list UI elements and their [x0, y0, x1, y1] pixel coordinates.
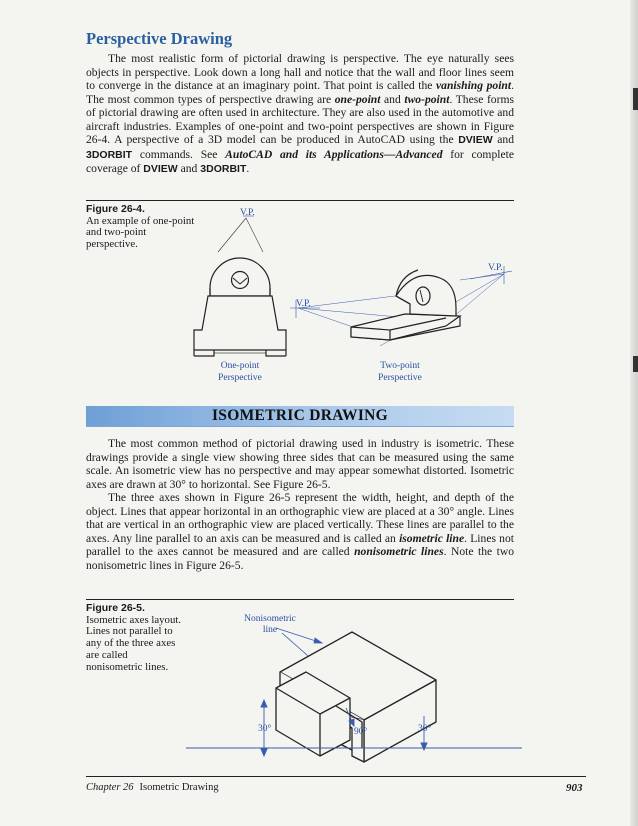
svg-text:Perspective: Perspective [218, 373, 262, 383]
term-nonisometric-lines: nonisometric lines [354, 545, 444, 559]
term-vanishing-point: vanishing point [436, 79, 512, 93]
angle-label-mid: 90° [354, 727, 368, 737]
term-one-point: one-point [334, 92, 381, 106]
term-two-point: two-point [404, 92, 450, 106]
footer-chapter: Chapter 26 Isometric Drawing [86, 782, 219, 793]
term-isometric-line: isometric line [399, 531, 465, 545]
paragraph-isometric-1: The most common method of pictorial drawing used in industry is isometric. These drawings provide a single view showing three sides that can be measured using the same scale. An isometric view has no perspective and may appear somewhat distorted. Isometric axes are drawn at 30° to horizontal. See Figure 26-5. The three axes shown in Figure 26-5 represent the width, height, and depth of the object. Lines that appear horizontal in an orthographic view are placed at a 30° angle. Lines that are vertical in an orthographic view are placed vertically. These lines are parallel to the axes. Any line parallel to an axis can be measured and is called an isometric line. Lines not parallel to the axes cannot be measured and are called nonisometric lines. Note the two nonisometric lines in Figure 26-5. [86, 437, 514, 572]
svg-text:line: line [262, 625, 278, 635]
figure-number: Figure 26-4. [86, 203, 145, 215]
section-band-isometric [86, 406, 514, 426]
label-two-point: Two-point [380, 361, 420, 371]
label-one-point: One-point [220, 361, 260, 371]
footer-rule [86, 776, 586, 777]
command-3dorbit: 3DORBIT [86, 148, 133, 161]
figure-26-5-caption [86, 603, 182, 673]
angle-label-left: 30° [258, 724, 272, 734]
figure-number: Figure 26-5. [86, 602, 145, 614]
figure-caption-text: Isometric axes layout. Lines not parallel to any of the three axes are called nonisometric lines. [86, 613, 182, 673]
command-3dorbit: 3DORBIT [200, 163, 247, 176]
page-edge [630, 0, 638, 826]
paragraph-perspective: The most realistic form of pictorial drawing is perspective. The eye naturally sees objects in perspective. Look down a long hall and notice that the wall and floor lines seem to converge in the distance at an imaginary point. That point is called the vanishing point. The most common types of perspective drawing are one-point and two-point. These forms of pictorial drawing are often used in architecture. They are also used in the automotive and aircraft industries. Examples of one-point and two-point perspectives are shown in Figure 26-4. A perspective of a 3D model can be produced in AutoCAD using the DVIEW and 3DORBIT commands. See AutoCAD and its Applications—Advanced for complete coverage of DVIEW and 3DORBIT. [86, 52, 515, 176]
svg-text:Perspective: Perspective [378, 373, 422, 383]
paragraph-isometric-2: The three axes shown in Figure 26-5 represent the width, height, and depth of the object. Lines that appear horizontal in an orthographic view are placed at a 30° angle. Lines that are vertical in an orthographic view are placed vertically. These lines are parallel to the axes. Any line parallel to an axis can be measured and is called an isometric line. Lines not parallel to the axes cannot be measured and are called nonisometric lines. Note the two nonisometric lines in Figure 26-5. [86, 491, 514, 572]
angle-label-right: 30° [418, 724, 432, 734]
vp-label-one-point: V.P. [240, 208, 255, 218]
section-title-isometric: ISOMETRIC DRAWING [211, 407, 389, 424]
command-dview: DVIEW [458, 134, 493, 147]
label-nonisometric: Nonisometric [244, 614, 296, 624]
two-point-object [351, 270, 460, 340]
command-dview: DVIEW [143, 163, 178, 176]
figure-caption-text: An example of one-point and two-point perspective. [86, 214, 195, 251]
page-edge-mark [633, 356, 638, 372]
page-edge-mark [633, 88, 638, 110]
footer-chapter-title: Isometric Drawing [139, 782, 219, 793]
page-number: 903 [566, 782, 583, 794]
vp-label-two-point-left: V.P. [296, 299, 311, 309]
vp-label-two-point-right: V.P. [488, 263, 503, 273]
isometric-figure [186, 600, 522, 765]
book-title: AutoCAD and its Applications—Advanced [225, 147, 443, 161]
section-heading-perspective: Perspective Drawing [86, 29, 233, 48]
one-point-object [194, 258, 286, 356]
perspective-figure [170, 200, 520, 390]
section-band-underline [86, 426, 514, 427]
